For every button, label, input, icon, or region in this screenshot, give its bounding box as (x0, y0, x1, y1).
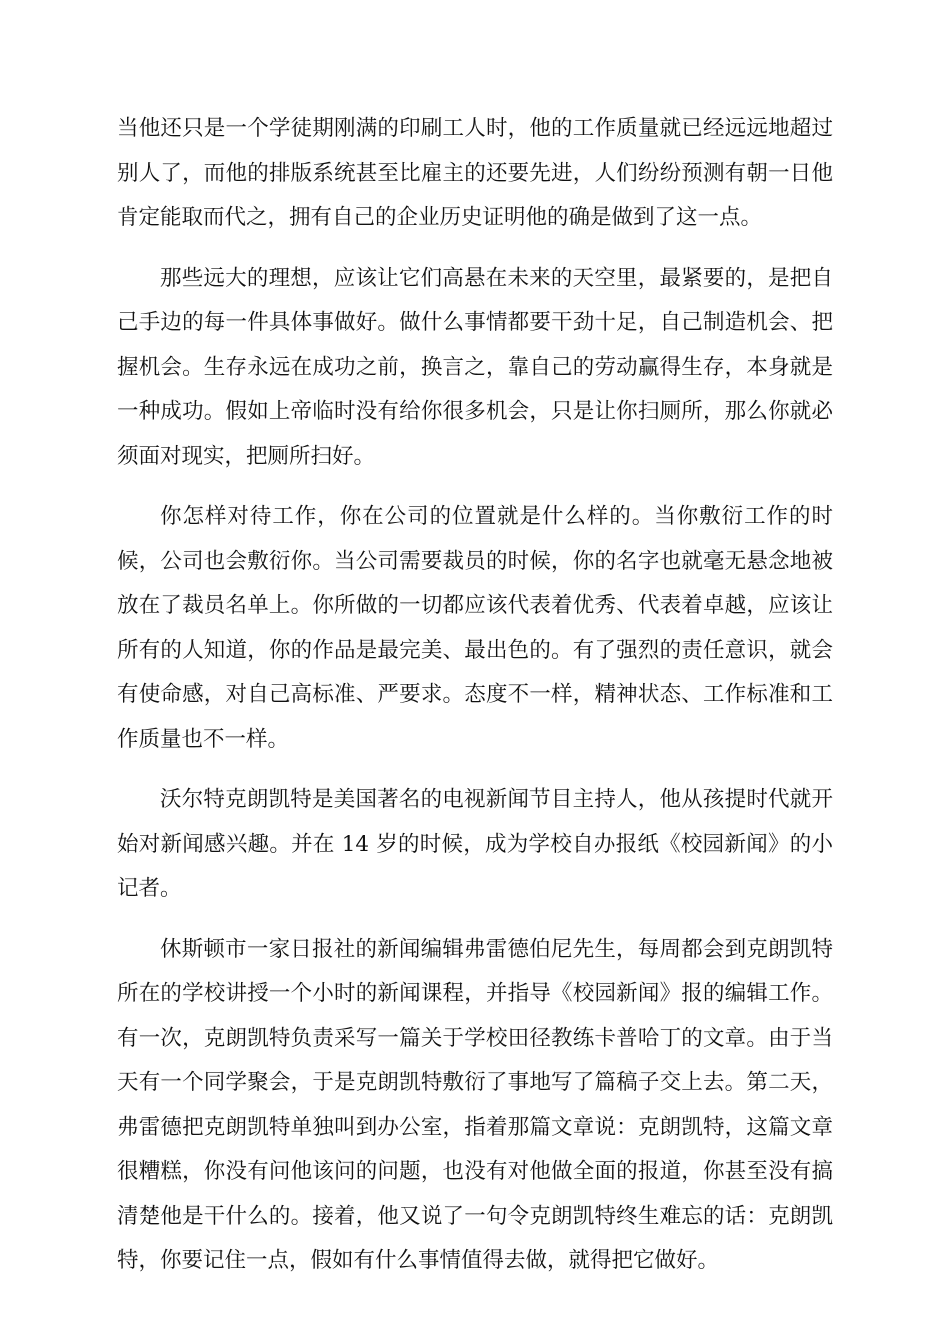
paragraph-5: 休斯顿市一家日报社的新闻编辑弗雷德伯尼先生，每周都会到克朗凯特所在的学校讲授一个小时的新闻课程，并指导《校园新闻》报的编辑工作。有一次，克朗凯特负责采写一篇关于学校田径教练卡普哈丁的文章。由于当天有一个同学聚会，于是克朗凯特敷衍了事地写了篇稿子交上去。第二天，弗雷德把克朗凯特单独叫到办公室，指着那篇文章说：克朗凯特，这篇文章很糟糕，你没有问他该问的问题，也没有对他做全面的报道，你甚至没有搞清楚他是干什么的。接着，他又说了一句令克朗凯特终生难忘的话：克朗凯特，你要记住一点，假如有什么事情值得去做，就得把它做好。 (117, 936, 833, 1273)
document-body (117, 107, 833, 1300)
paragraph-2: 那些远大的理想，应该让它们高悬在未来的天空里，最紧要的，是把自己手边的每一件具体事做好。做什么事情都要干劲十足，自己制造机会、把握机会。生存永远在成功之前，换言之，靠自己的劳动赢得生存，本身就是一种成功。假如上帝临时没有给你很多机会，只是让你扫厕所，那么你就必须面对现实，把厕所扫好。 (117, 265, 833, 469)
paragraph-4: 沃尔特克朗凯特是美国著名的电视新闻节目主持人，他从孩提时代就开始对新闻感兴趣。并在 14 岁的时候，成为学校自办报纸《校园新闻》的小记者。 (117, 787, 833, 901)
paragraph-1: 当他还只是一个学徒期刚满的印刷工人时，他的工作质量就已经远远地超过别人了，而他的排版系统甚至比雇主的还要先进，人们纷纷预测有朝一日他肯定能取而代之，拥有自己的企业历史证明他的确是做到了这一点。 (117, 116, 833, 230)
paragraph-3: 你怎样对待工作，你在公司的位置就是什么样的。当你敷衍工作的时候，公司也会敷衍你。当公司需要裁员的时候，你的名字也就毫无悬念地被放在了裁员名单上。你所做的一切都应该代表着优秀、代表着卓越，应该让所有的人知道，你的作品是最完美、最出色的。有了强烈的责任意识，就会有使命感，对自己高标准、严要求。态度不一样，精神状态、工作标准和工作质量也不一样。 (117, 504, 833, 752)
